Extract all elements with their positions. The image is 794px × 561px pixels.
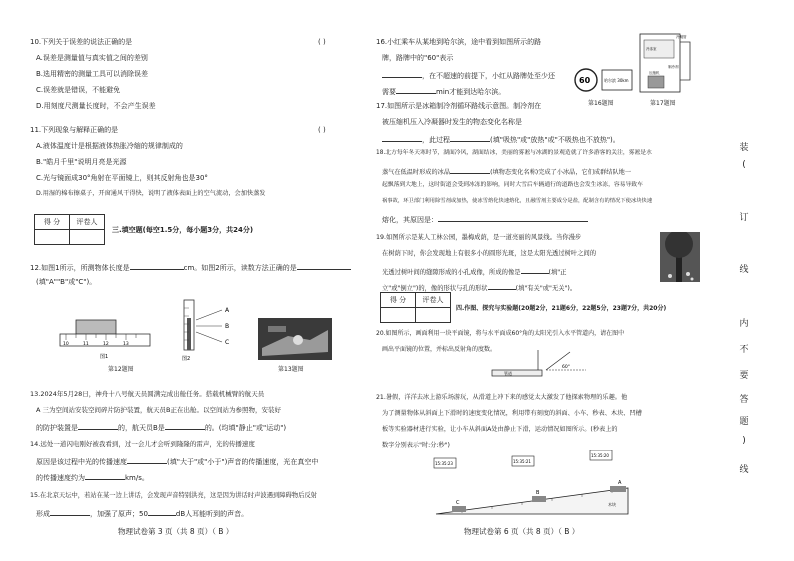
q13-line3: 的防护装置是 的，航天员B是 的。(均填"静止"或"运动") <box>36 424 287 432</box>
q17-line2: 被压缩机压入冷凝器时发生的物态变化名称是 <box>382 118 522 126</box>
q10-option-c: C.误差就是错误，不能避免 <box>36 86 121 94</box>
fridge-label-freezer: 冷冻室 <box>646 47 657 51</box>
point-b-label: B <box>536 490 540 496</box>
figure-17-fridge <box>634 30 700 100</box>
q16-line4: 需要 min才能到达哈尔滨。 <box>382 88 506 96</box>
q14-line2: 原因是该过程中光的传播速度 (填"大于"或"小于")声音的传播速度，光在真空中 <box>36 458 319 466</box>
q15-line1: 15.在北京天坛中，若站在某一边上讲话，会发现声音特别洪亮，这是因为讲话时声波遇到障碍物后反射 <box>30 492 318 499</box>
grader-label: 评卷人 <box>416 293 451 308</box>
q21-line2: 为了测量物体从斜面上下滑时的速度变化情况，利用带有刻度的斜面、小车、秒表、木块、凹槽 <box>382 410 642 417</box>
q14-line1: 14.远处一道闪电刚好被我看到，过一会儿才会听到隆隆的雷声，光的传播速度 <box>30 440 255 448</box>
point-a-label: A <box>618 480 622 486</box>
condenser-pipe <box>680 42 690 80</box>
q16-blank-1[interactable] <box>382 70 422 78</box>
q10-bracket: ( ) <box>318 38 326 46</box>
q11-option-b: B."皓月千里"说明月亮是光源 <box>36 158 127 166</box>
q12-blank-method[interactable] <box>297 262 351 270</box>
fridge-label-condenser: 冷凝管 <box>676 35 687 39</box>
q11-option-a: A.液体温度计是根据液体热胀冷缩的规律制成的 <box>36 142 183 150</box>
binding-char-5: 内 <box>738 316 750 329</box>
section4-score-table <box>380 292 451 323</box>
q10-option-d: D.用刻度尺测量长度时，不会产生误差 <box>36 102 156 110</box>
q19-blank-2[interactable] <box>488 282 516 290</box>
q17-line3: ，此过程 (填"吸热"或"放热"或"不吸热也不放热")。 <box>382 134 620 145</box>
q14-blank-1[interactable] <box>127 456 167 464</box>
cart-b <box>532 496 546 502</box>
binding-char-7: 要 <box>738 368 750 381</box>
score-label: 得 分 <box>381 293 416 308</box>
binding-char-9: 题 <box>738 414 750 427</box>
q18-blank-2[interactable] <box>438 214 588 222</box>
q16-line1: 16.小红乘车从某地到哈尔滨，途中看到如图所示的路 <box>376 38 542 46</box>
q18-line4: 祸事故，环卫部门利用除雪剂或加热，使冰雪熔化快速熔化，且融雪剂主要成分是盐，配制含有的情况下使冰块快速 <box>382 198 653 204</box>
q14-blank-2[interactable] <box>85 472 125 480</box>
q12-blank-length[interactable] <box>130 262 184 270</box>
q13-line2: A 三为空间站安装空间碎片防护装置，航天员B正在出舱。以空间站为参照物，安装好 <box>36 406 281 414</box>
pipe <box>492 370 542 376</box>
fridge-label-compressor: 压缩机 <box>649 71 660 75</box>
grader-cell[interactable] <box>416 308 451 323</box>
right-page <box>372 0 704 561</box>
score-cell[interactable] <box>35 230 70 245</box>
figure-16-road-sign <box>574 64 634 98</box>
q18-line3: 起飘落到大地上，这时街道会受到冰冻的影响，同时大雪后车辆通行的道路也会发生冰冻，容易导致车 <box>382 182 643 188</box>
q15-blank-2[interactable] <box>148 508 176 516</box>
q10-option-b: B.选用精密的测量工具可以消除误差 <box>36 70 149 78</box>
binding-char-4: 线 <box>738 262 750 275</box>
figure-19-tree-photo <box>660 232 700 282</box>
q19-blank-1[interactable] <box>521 266 549 274</box>
q18-line1: 18.北方每年冬天寒时节，湖面冷风，湖面结冰，美丽的雾凇与冰湖的景观造就了许多游客的关注，雾凇是水 <box>376 150 652 156</box>
label-a: A <box>225 307 230 314</box>
q15-blank-1[interactable] <box>50 508 90 516</box>
time-b: 15:35:21 <box>513 459 531 464</box>
figure-12 <box>56 298 236 368</box>
binding-margin <box>706 0 794 561</box>
q18-line2: 蒸气在低温时形成的冰晶 (填物态变化名称)完成了小冰晶，它们成群结队地一 <box>382 166 631 177</box>
fridge-label-refrigerant: 制冷剂 <box>668 65 679 69</box>
q19-line2: 在树荫下时，你会发现地上有很多小的圆形光斑，这是太阳光透过树叶之间的 <box>382 250 597 257</box>
q20-line2: 画出平面镜的位置，并标出反射角的度数。 <box>382 346 497 353</box>
angle-label: 60° <box>562 365 570 370</box>
figure-13-photo <box>258 318 332 360</box>
figure-21-incline <box>432 450 632 522</box>
q16-line2: 牌，路牌中的"60"表示 <box>382 54 454 62</box>
q11-option-d: D.用湿的棉布擦桌子，开窗通风干得快，说明了液体表面上的空气流动，会加快蒸发 <box>36 190 266 197</box>
section3-title: 三.填空题(每空1.5分，每小题3分，共24分) <box>112 226 254 234</box>
q19-line3: 光透过树叶间的缝隙形成的小孔成像，所成的像是 (填"正 <box>382 266 566 277</box>
q17-line1: 17.如图所示是冰箱制冷剂循环路线示意图。制冷剂在 <box>376 102 542 110</box>
ruler-tick-12: 12 <box>103 342 109 347</box>
cart-c <box>452 506 466 512</box>
thermometer-liquid <box>187 318 191 350</box>
q12-line2: (填"A""B"或"C")。 <box>36 278 97 286</box>
section4-title: 四.作图、探究与实验题(20题2分，21题6分，22题5分，23题7分，共20分) <box>456 305 667 312</box>
q16-line3: ，在不超速的前提下，小红从路牌处至少还 <box>382 70 555 81</box>
fig17-caption: 第17题图 <box>650 100 676 107</box>
q20-line1: 20.如图所示，画面利用一块平面镜，将与水平面成60°角的太阳光引入水平管道内，请在图中 <box>376 330 625 337</box>
q16-blank-2[interactable] <box>396 86 436 94</box>
q21-line3: 板等实验器材进行实验，让小车从斜面A处由静止下滑，运动情况如图所示。(秒表上的 <box>382 426 618 433</box>
binding-char-6: 不 <box>738 342 750 355</box>
q19-line1: 19.如图所示是某人工林公园，墨梅成荫，是一道亮丽的风景线。当你漫步 <box>376 234 582 241</box>
binding-char-10: ) <box>738 436 750 446</box>
block-label: 木块 <box>608 502 616 507</box>
binding-char-11: 线 <box>738 462 750 475</box>
score-cell[interactable] <box>381 308 416 323</box>
q17-blank-1[interactable] <box>382 134 422 142</box>
time-c: 15:35:23 <box>435 461 453 466</box>
sightline-a <box>196 310 222 320</box>
fig13-caption: 第13题图 <box>278 366 304 373</box>
q17-blank-2[interactable] <box>450 134 490 142</box>
label-b: B <box>225 323 230 330</box>
left-footer: 物理试卷第 3 页（共 8 页）（ B ） <box>118 527 234 536</box>
fig2-label: 图2 <box>182 356 191 362</box>
grader-cell[interactable] <box>70 230 105 245</box>
figure-20-mirror <box>490 344 590 388</box>
time-a: 15:35:20 <box>591 453 609 458</box>
q10-stem: 10.下列关于误差的说法正确的是 <box>30 38 133 46</box>
sightline-c <box>196 332 222 342</box>
fig1-label: 图1 <box>100 354 109 360</box>
binding-char-2: ( <box>738 160 750 170</box>
distance-sign-text: 哈尔滨 30km <box>604 78 629 83</box>
score-label: 得 分 <box>35 215 70 230</box>
section3-score-table <box>34 214 105 245</box>
q15-line2: 形成 ，加强了原声；50 dB人耳能听到的声音。 <box>36 510 249 518</box>
cart-a <box>610 486 626 492</box>
binding-char-3: 订 <box>738 210 750 223</box>
right-footer: 物理试卷第 6 页（共 8 页）（ B ） <box>464 527 580 536</box>
fig12-caption: 第12题图 <box>108 366 134 373</box>
q13-blank-2[interactable] <box>165 422 205 430</box>
ruler-tick-11: 11 <box>83 342 89 347</box>
q10-option-a: A.误差是测量值与真实值之间的差别 <box>36 54 148 62</box>
ruler-tick-13: 13 <box>123 342 129 347</box>
pipe-label: 管道 <box>504 371 512 376</box>
left-page <box>0 0 372 561</box>
q11-stem: 11.下列现象与解释正确的是 <box>30 126 119 134</box>
measured-block <box>76 320 116 334</box>
label-c: C <box>225 339 230 346</box>
q19-line4: 立"或"倒立")的，像的形状与孔的形状 (填"有关"或"无关")。 <box>382 282 576 293</box>
compressor <box>648 76 664 88</box>
q21-line1: 21.暑假，洋洋去冰上游乐场游玩，从滑道上冲下来的感觉太大激发了他探索物理的乐趣。他 <box>376 394 628 401</box>
binding-char-1: 装 <box>738 140 750 153</box>
q14-line3: 的传播速度约为 km/s。 <box>36 474 149 482</box>
q12-line1: 12.如图1所示，所测物体长度是 cm。如图2所示，读数方法正确的是 <box>30 262 351 273</box>
binding-char-8: 答 <box>738 392 750 405</box>
q11-option-c: C.光与镜面成30°角射在平面镜上，则其反射角也是30° <box>36 174 208 182</box>
q13-blank-1[interactable] <box>78 422 118 430</box>
q18-line5: 熔化，其原因是： <box>382 214 588 225</box>
point-c-label: C <box>456 500 460 506</box>
fig16-caption: 第16题图 <box>588 100 614 107</box>
grader-label: 评卷人 <box>70 215 105 230</box>
q18-blank-1[interactable] <box>450 166 490 174</box>
ruler-tick-10: 10 <box>63 342 69 347</box>
speed-limit-number: 60 <box>579 76 591 85</box>
astronaut <box>293 335 303 345</box>
q13-line1: 13.2024年5月28日，神舟十八号航天员圆满完成出舱任务。搭载机械臂的航天员 <box>30 390 265 398</box>
q11-bracket: ( ) <box>318 126 326 134</box>
solar-panel <box>268 326 286 332</box>
q21-line4: 数字分别表示"时:分:秒") <box>382 442 450 449</box>
